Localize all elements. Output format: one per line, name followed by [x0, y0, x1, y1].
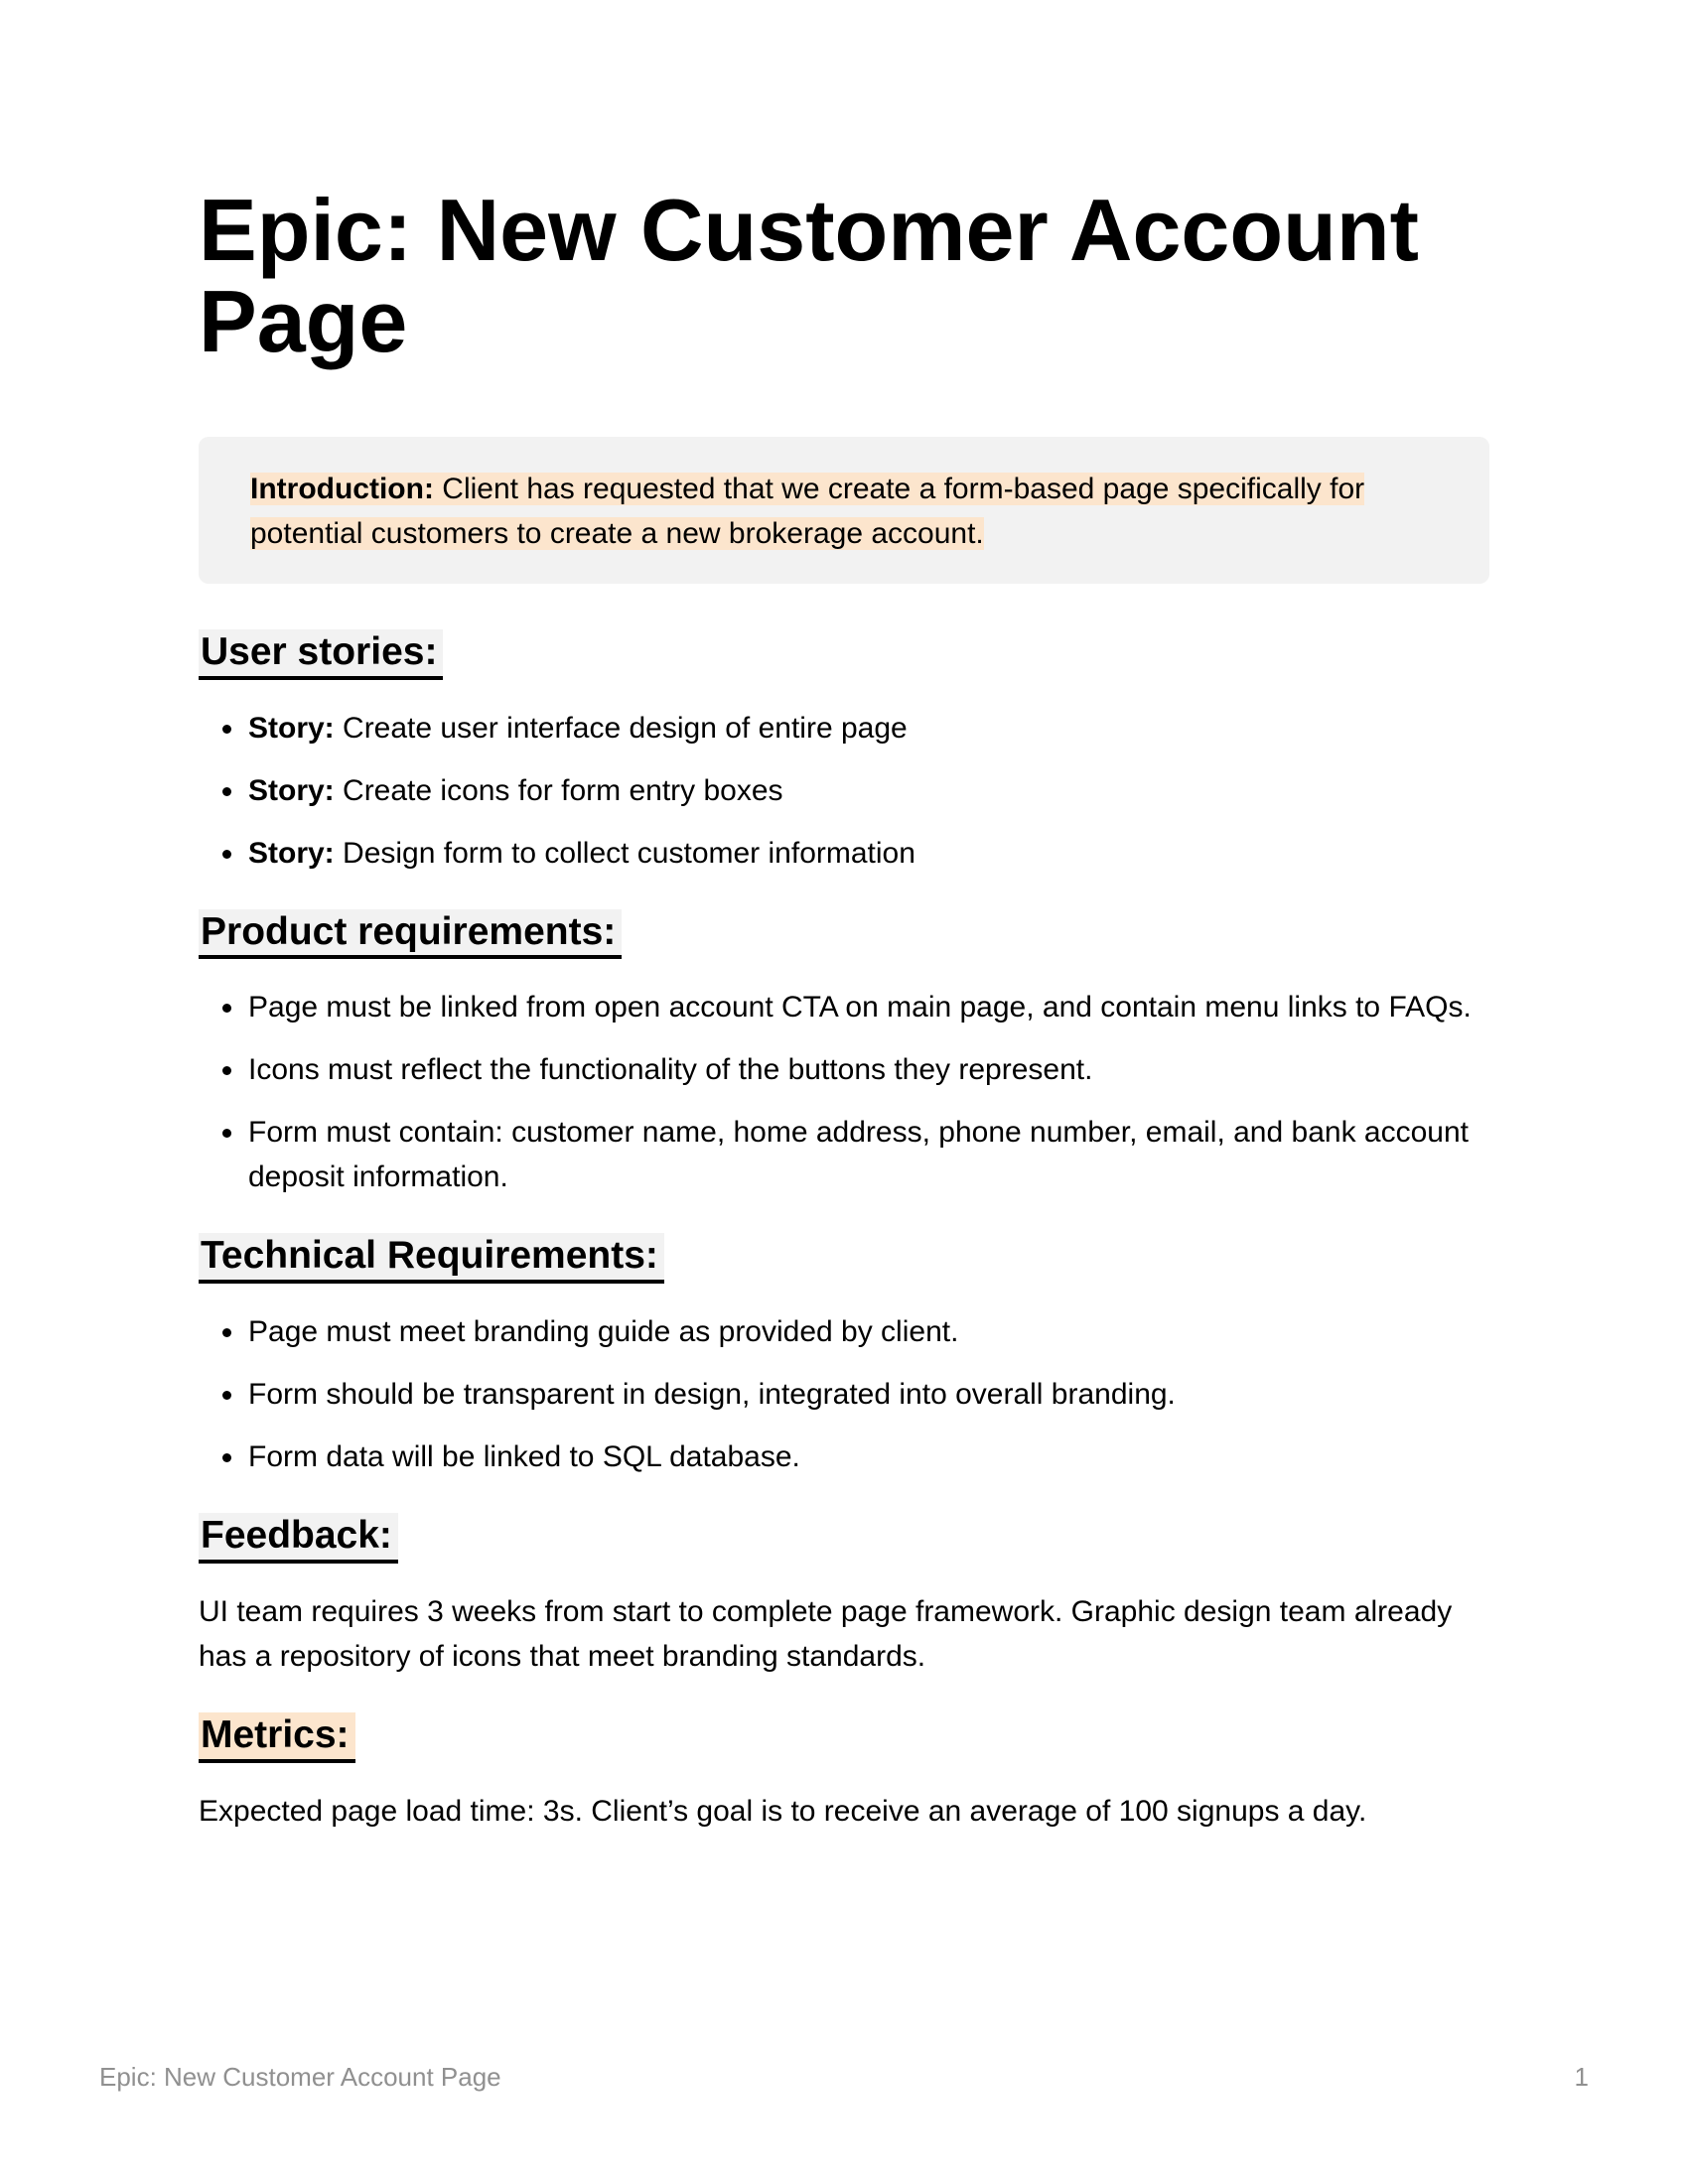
list-item — [246, 706, 1489, 751]
page-title: Epic: New Customer Account Page — [199, 181, 1419, 371]
requirement-text: Form should be transparent in design, integrated into overall branding. — [248, 1378, 1176, 1412]
technical-requirements-list — [199, 1309, 1489, 1479]
requirement-text: Icons must reflect the functionality of the buttons they represent. — [248, 1053, 1093, 1087]
requirement-text: Form data will be linked to SQL database. — [248, 1440, 800, 1474]
user-stories-list — [199, 706, 1489, 876]
story-text: Design form to collect customer information — [334, 836, 915, 870]
footer-page-number: 1 — [1574, 2062, 1589, 2092]
metrics-paragraph: Expected page load time: 3s. Client’s goal is to receive an average of 100 signups a day. — [199, 1794, 1367, 1828]
list-item — [246, 985, 1489, 1029]
section-heading-user-stories: User stories: — [199, 629, 1489, 680]
product-requirements-list — [199, 985, 1489, 1199]
page-footer — [99, 2062, 1589, 2093]
introduction-label: Introduction: — [250, 472, 434, 505]
section-heading-product-requirements: Product requirements: — [199, 909, 1489, 960]
list-item — [246, 768, 1489, 813]
story-label: Story: — [248, 773, 335, 807]
introduction-paragraph — [250, 467, 1438, 556]
introduction-text: Client has requested that we create a form-based page specifically for potential customers to create a new brokerage account. — [250, 472, 1365, 550]
introduction-callout — [199, 437, 1489, 584]
story-label: Story: — [248, 711, 335, 745]
list-item — [246, 1372, 1489, 1417]
footer-document-title: Epic: New Customer Account Page — [99, 2062, 501, 2092]
story-text: Create icons for form entry boxes — [334, 773, 783, 807]
list-item — [246, 1309, 1489, 1354]
requirement-text: Page must meet branding guide as provided by client. — [248, 1315, 959, 1349]
introduction-highlighted-text — [250, 473, 1364, 550]
story-text: Create user interface design of entire page — [334, 711, 908, 745]
list-item — [246, 831, 1489, 876]
story-label: Story: — [248, 836, 335, 870]
list-item — [246, 1110, 1489, 1199]
section-heading-metrics: Metrics: — [199, 1712, 1489, 1763]
requirement-text: Form must contain: customer name, home address, phone number, email, and bank account deposit information. — [248, 1116, 1469, 1194]
section-heading-feedback: Feedback: — [199, 1513, 1489, 1564]
section-heading-technical-requirements: Technical Requirements: — [199, 1233, 1489, 1284]
feedback-paragraph: UI team requires 3 weeks from start to complete page framework. Graphic design team already has a repository of icons that meet branding standards. — [199, 1594, 1453, 1673]
list-item — [246, 1434, 1489, 1479]
requirement-text: Page must be linked from open account CTA on main page, and contain menu links to FAQs. — [248, 991, 1472, 1024]
list-item — [246, 1047, 1489, 1092]
